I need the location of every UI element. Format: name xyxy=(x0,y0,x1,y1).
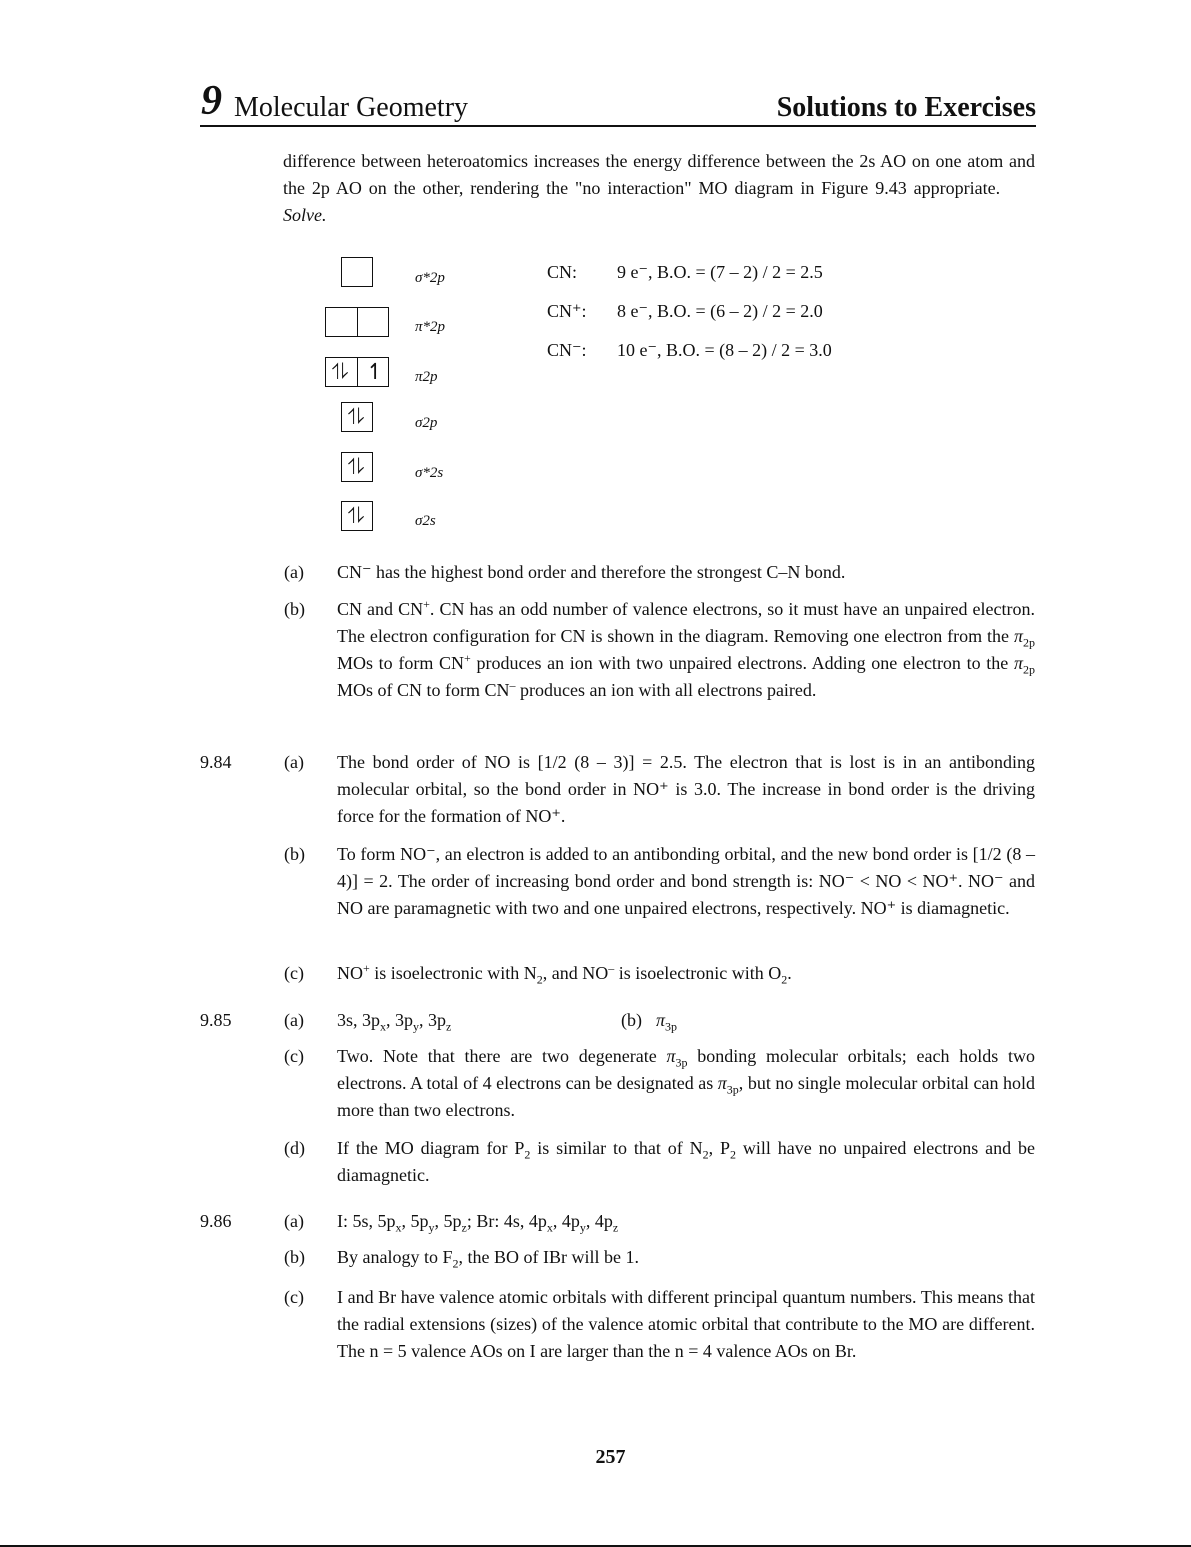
mo-box-sigma-2p xyxy=(341,402,373,432)
electron-sigma-2p: ⥮ xyxy=(348,405,364,430)
cn-line-cation: CN⁺: 8 e⁻, B.O. = (6 – 2) / 2 = 2.0 xyxy=(547,301,823,321)
q85-c-label: (c) xyxy=(284,1046,304,1066)
q86-c-text: I and Br have valence atomic orbitals with different principal quantum numbers. This means that the radial extensions (sizes) of the valence atomic orbital that contribute to the MO are different. The n = 5 valence AOs on I are larger than the n = 4 valence AOs on Br. xyxy=(337,1287,1035,1361)
q84-a-text: The bond order of NO is [1/2 (8 – 3)] = 2.5. The electron that is lost is in an antibonding molecular orbital, so the bond order in NO⁺ is 3.0. The increase in bond order is the driving force for the formation of NO⁺. xyxy=(337,752,1035,826)
q85-a-label: (a) xyxy=(284,1010,304,1030)
q84-a-label: (a) xyxy=(284,752,304,772)
mo-label-sigma-star-2s: σ*2s xyxy=(415,465,444,481)
q84-c-label: (c) xyxy=(284,963,304,983)
section-title: Solutions to Exercises xyxy=(776,92,1036,123)
q86-number: 9.86 xyxy=(200,1211,232,1231)
q85-d-text: If the MO diagram for $P_2$ is similar to that of $N_2$, $P_2$ will have no unpaired electrons and be diamagnetic. xyxy=(337,1138,1035,1185)
mo-label-pi-2p: π2p xyxy=(415,369,438,385)
q84-b-text: To form NO⁻, an electron is added to an antibonding orbital, and the new bond order is [1/2 (8 – 4)] = 2. The order of increasing bond order and bond strength is: NO⁻ < NO < NO⁺. NO⁻ and NO are paramagnetic with two and one unpaired electrons, respectively. NO⁺ is diamagnetic. xyxy=(337,844,1035,918)
mo-label-sigma-star-2p: σ*2p xyxy=(415,270,445,286)
q86-a-text: I: 5s, $5p_x$, $5p_y$, $5p_z$; Br: 4s, $4p_x$, $4p_y$, $4p_z$ xyxy=(337,1211,619,1235)
q86-b-label: (b) xyxy=(284,1247,305,1267)
q84-c-text: NO+ is isoelectronic with $N_2$, and NO– is isoelectronic with $O_2$. xyxy=(337,961,792,987)
q86-b-text: By analogy to $F_2$, the BO of IBr will be 1. xyxy=(337,1247,639,1271)
chapter-title: Molecular Geometry xyxy=(234,92,469,123)
solve-label: Solve. xyxy=(283,205,327,225)
electron-sigma-2s: ⥮ xyxy=(348,504,364,529)
mo-box-pi-star-2p xyxy=(325,307,389,337)
cn-line-neutral: CN: 9 e⁻, B.O. = (7 – 2) / 2 = 2.5 xyxy=(547,262,823,282)
intro-text: difference between heteroatomics increases the energy difference between the 2s AO on one atom and the 2p AO on the other, rendering the "no interaction" MO diagram in Figure 9.43 appropriate. xyxy=(283,151,1035,198)
q85-b-label: (b) xyxy=(621,1010,642,1030)
q83-b-text: CN and CN+. CN has an odd number of valence electrons, so it must have an unpaired electron. The electron configuration for CN is shown in the diagram. Removing one electron from the $\pi_{2p}$ MOs to form CN+ produces an ion with two unpaired electrons. Adding one electron to the $\pi_{2p}$ MOs of CN to form CN– produces an ion with all electrons paired. xyxy=(337,597,1036,700)
q83-a-text: CN⁻ has the highest bond order and therefore the strongest C–N bond. xyxy=(337,562,846,582)
cn-line-anion: CN⁻: 10 e⁻, B.O. = (8 – 2) / 2 = 3.0 xyxy=(547,340,832,360)
mo-box-sigma-star-2p xyxy=(341,257,373,287)
mo-box-sigma-star-2s xyxy=(341,452,373,482)
chapter-number: 9 xyxy=(201,78,222,124)
mo-box-pi-2p xyxy=(325,357,389,387)
mo-box-sigma-2s xyxy=(341,501,373,531)
electron-pi-2p-1: ⥮ xyxy=(332,360,348,385)
q83-b-label: (b) xyxy=(284,599,305,619)
intro-paragraph xyxy=(283,148,1035,229)
q86-c-label: (c) xyxy=(284,1287,304,1307)
q85-c-text: Two. Note that there are two degenerate $\pi_{3p}$ bonding molecular orbitals; each holds two electrons. A total of 4 electrons can be designated as $\pi_{3p}$, but no single molecular orbital can hold more than two electrons. xyxy=(337,1046,1035,1120)
mo-label-sigma-2p: σ2p xyxy=(415,415,438,431)
q85-number: 9.85 xyxy=(200,1010,232,1030)
electron-pi-2p-2: ↿ xyxy=(366,360,385,385)
q84-b-label: (b) xyxy=(284,844,305,864)
mo-label-pi-star-2p: π*2p xyxy=(415,319,446,335)
q85-a-text: 3s, $3p_x$, $3p_y$, $3p_z$ xyxy=(337,1010,452,1034)
page-number: 257 xyxy=(595,1446,626,1468)
mo-label-sigma-2s: σ2s xyxy=(415,513,436,529)
q83-a-label: (a) xyxy=(284,562,304,582)
q85-d-label: (d) xyxy=(284,1138,305,1158)
q85-b-text: $\pi_{3p}$ xyxy=(656,1010,678,1034)
q84-number: 9.84 xyxy=(200,752,232,772)
electron-sigma-star-2s: ⥮ xyxy=(348,455,364,480)
q86-a-label: (a) xyxy=(284,1211,304,1231)
header-rule xyxy=(200,125,1036,127)
